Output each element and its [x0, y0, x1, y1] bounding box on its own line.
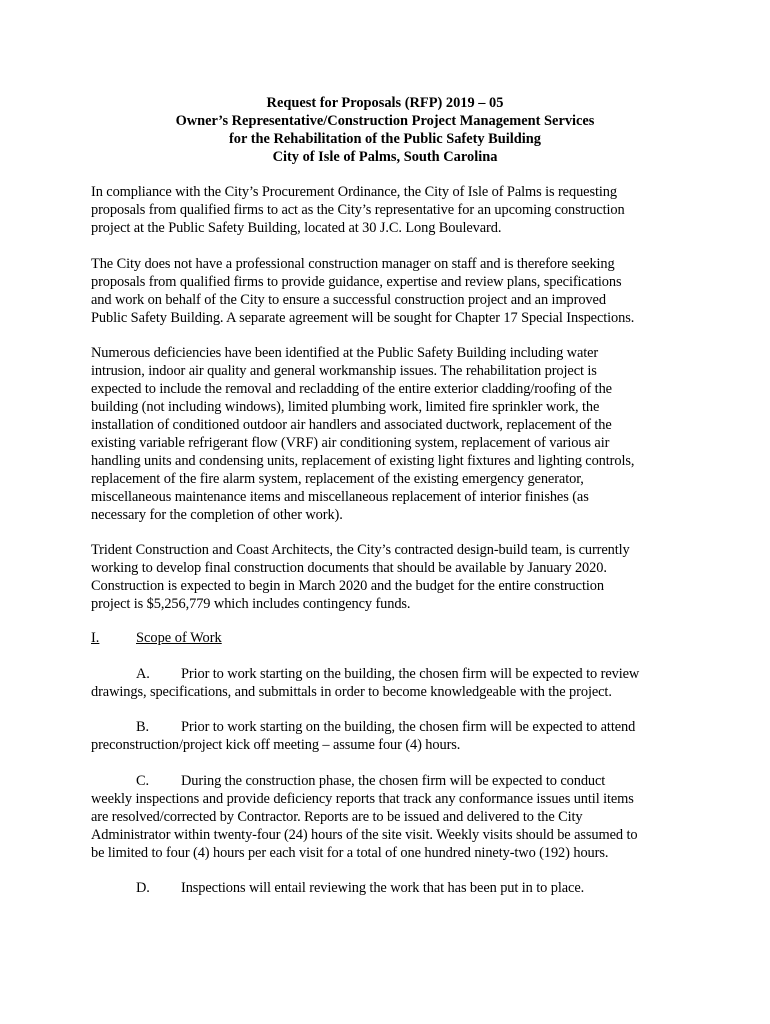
intro-paragraph: [91, 183, 691, 237]
scope-item-d: [91, 879, 691, 897]
text-line: project at the Public Safety Building, located at 30 J.C. Long Boulevard.: [91, 220, 502, 236]
item-first-line: [91, 718, 691, 736]
text-line: proposals from qualified firms to act as the City’s representative for an upcoming construction: [91, 202, 625, 218]
title-line-rfp-number: Request for Proposals (RFP) 2019 – 05: [266, 95, 504, 111]
text-line: necessary for the completion of other work).: [91, 507, 343, 523]
scope-item-a: [91, 665, 691, 701]
text-line: The City does not have a professional construction manager on staff and is therefore seeking: [91, 256, 615, 272]
item-letter: A.: [136, 666, 150, 682]
text-line: miscellaneous maintenance items and miscellaneous replacement of interior finishes (as: [91, 489, 589, 505]
text-line: drawings, specifications, and submittals in order to become knowledgeable with the project.: [91, 684, 612, 700]
text-line: be limited to four (4) hours per each visit for a total of one hundred ninety-two (192) hours.: [91, 845, 609, 861]
deficiencies-paragraph: [91, 344, 691, 524]
text-line: and work on behalf of the City to ensure a successful construction project and an improved: [91, 292, 606, 308]
document-title: [0, 94, 770, 166]
text-line: Trident Construction and Coast Architects, the City’s contracted design-build team, is currently: [91, 542, 630, 558]
title-line-services: Owner’s Representative/Construction Project Management Services: [175, 113, 595, 129]
text-line: proposals from qualified firms to provide guidance, expertise and review plans, specifications: [91, 274, 622, 290]
text-line: weekly inspections and provide deficiency reports that track any conformance issues until items: [91, 791, 634, 807]
item-text: Prior to work starting on the building, the chosen firm will be expected to attend: [181, 719, 636, 735]
text-line: existing variable refrigerant flow (VRF) air conditioning system, replacement of various air: [91, 435, 610, 451]
text-line: In compliance with the City’s Procurement Ordinance, the City of Isle of Palms is requesting: [91, 184, 617, 200]
text-line: preconstruction/project kick off meeting – assume four (4) hours.: [91, 737, 461, 753]
item-letter: B.: [136, 719, 149, 735]
item-letter: D.: [136, 880, 150, 896]
item-text: Inspections will entail reviewing the work that has been put in to place.: [181, 880, 585, 896]
text-line: Numerous deficiencies have been identified at the Public Safety Building including water: [91, 345, 599, 361]
text-line: project is $5,256,779 which includes contingency funds.: [91, 596, 411, 612]
scope-item-c: [91, 772, 691, 862]
item-first-line: [91, 665, 691, 683]
text-line: handling units and condensing units, replacement of existing light fixtures and lighting controls,: [91, 453, 635, 469]
section-number: I.: [91, 630, 100, 646]
text-line: replacement of the fire alarm system, replacement of the existing emergency generator,: [91, 471, 584, 487]
text-line: building (not including windows), limited plumbing work, limited fire sprinkler work, the: [91, 399, 600, 415]
scope-item-b: [91, 718, 691, 754]
budget-paragraph: [91, 541, 691, 613]
item-text: During the construction phase, the chosen firm will be expected to conduct: [181, 773, 606, 789]
text-line: Administrator within twenty-four (24) hours of the site visit. Weekly visits should be assumed to: [91, 827, 638, 843]
text-line: Public Safety Building. A separate agreement will be sought for Chapter 17 Special Inspections.: [91, 310, 635, 326]
title-line-purpose: for the Rehabilitation of the Public Safety Building: [229, 131, 541, 147]
scope-of-work-heading: [91, 629, 222, 647]
section-label: Scope of Work: [136, 630, 222, 646]
item-first-line: [91, 772, 691, 790]
item-first-line: [91, 879, 691, 897]
text-line: expected to include the removal and recladding of the entire exterior cladding/roofing of the: [91, 381, 612, 397]
item-letter: C.: [136, 773, 149, 789]
text-line: working to develop final construction documents that should be available by January 2020.: [91, 560, 607, 576]
text-line: intrusion, indoor air quality and general workmanship issues. The rehabilitation project is: [91, 363, 597, 379]
title-line-city: City of Isle of Palms, South Carolina: [272, 149, 498, 165]
text-line: installation of conditioned outdoor air handlers and associated ductwork, replacement of the: [91, 417, 612, 433]
staffing-paragraph: [91, 255, 691, 327]
item-text: Prior to work starting on the building, the chosen firm will be expected to review: [181, 666, 640, 682]
text-line: Construction is expected to begin in March 2020 and the budget for the entire construction: [91, 578, 604, 594]
text-line: are resolved/corrected by Contractor. Reports are to be issued and delivered to the City: [91, 809, 583, 825]
